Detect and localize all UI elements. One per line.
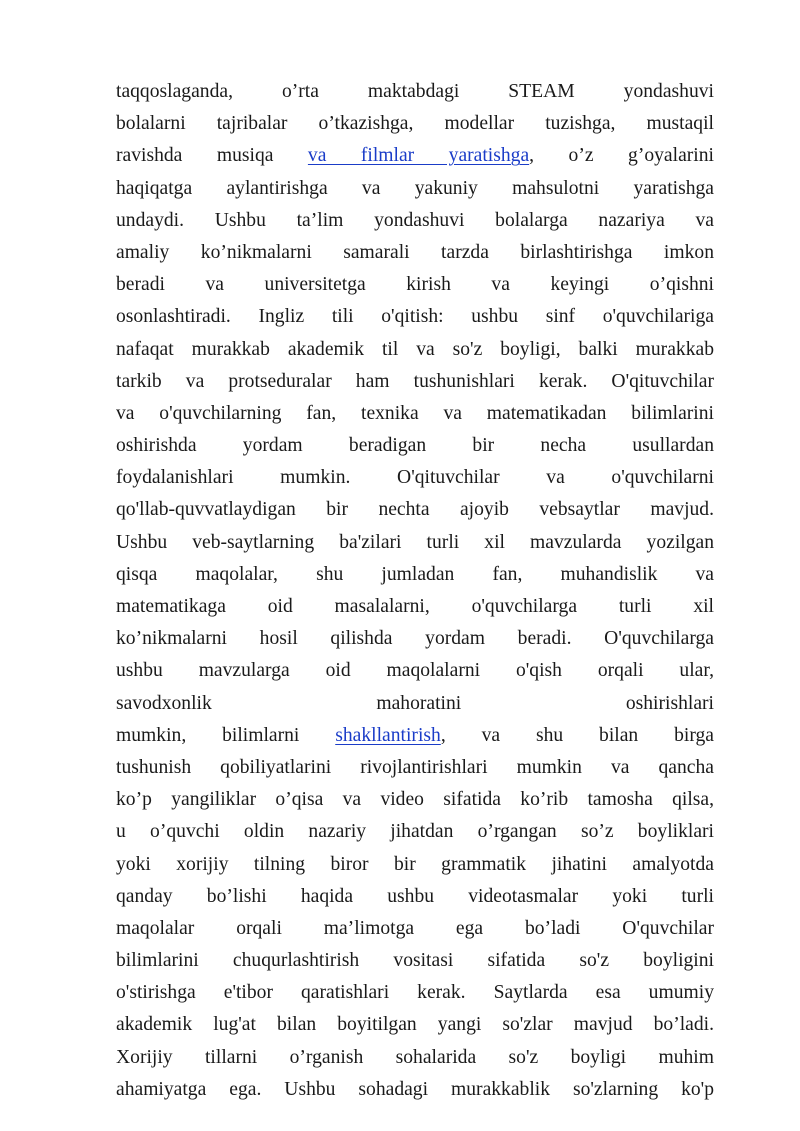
text-segment: , va shu bilan birga <box>440 724 714 746</box>
inline-link[interactable]: va filmlar yaratishga <box>307 145 530 167</box>
text-segment: bolalarni tajribalar o’tkazishga, modellar tuzishga, mustaqil <box>116 113 714 135</box>
text-segment: bilimlarini chuqurlashtirish vositasi sifatida so'z boyligini <box>116 950 714 972</box>
text-segment: u o’quvchi oldin nazariy jihatdan o’rgangan so’z boyliklari <box>116 821 714 843</box>
text-line <box>116 913 714 945</box>
text-segment: matematikaga oid masalalarni, o'quvchilarga turli xil <box>116 596 714 617</box>
text-segment: qisqa maqolalar, shu jumladan fan, muhandislik va <box>116 563 714 585</box>
text-line <box>116 1009 714 1041</box>
text-line <box>116 752 714 784</box>
text-line <box>116 1042 714 1074</box>
text-segment: osonlashtiradi. Ingliz tili o'qitish: ushbu sinf o'quvchilariga <box>116 306 714 328</box>
text-segment: amaliy ko’nikmalarni samarali tarzda birlashtirishga imkon <box>116 241 714 263</box>
text-segment: ushbu mavzularga oid maqolalarni o'qish orqali ular, <box>116 660 714 682</box>
text-line <box>116 494 714 526</box>
inline-link[interactable]: shakllantirish <box>335 724 441 746</box>
text-line <box>116 527 714 559</box>
text-line <box>116 76 714 108</box>
text-line <box>116 237 714 269</box>
text-line <box>116 1074 714 1106</box>
text-segment: tarkib va protseduralar ham tushunishlari kerak. O'qituvchilar <box>116 370 714 392</box>
text-segment: Ushbu veb-saytlarning ba'zilari turli xil mavzularda yozilgan <box>116 531 714 553</box>
text-line <box>116 591 714 623</box>
text-segment: akademik lug'at bilan boyitilgan yangi so'zlar mavjud bo’ladi. <box>116 1014 714 1036</box>
text-line <box>116 849 714 881</box>
text-segment: Xorijiy tillarni o’rganish sohalarida so'z boyligi muhim <box>116 1046 714 1068</box>
text-segment: taqqoslaganda, o’rta maktabdagi STEAM yondashuvi <box>116 81 714 102</box>
text-segment: yoki xorijiy tilning biror bir grammatik jihatini amalyotda <box>116 853 714 875</box>
text-line <box>116 398 714 430</box>
text-line <box>116 366 714 398</box>
text-line <box>116 430 714 462</box>
text-line <box>116 269 714 301</box>
text-line <box>116 881 714 913</box>
text-line <box>116 720 714 752</box>
text-line <box>116 140 714 172</box>
text-segment: foydalanishlari mumkin. O'qituvchilar va o'quvchilarni <box>116 467 714 489</box>
text-line <box>116 559 714 591</box>
text-segment: maqolalar orqali ma’limotga ega bo’ladi O'quvchilar <box>116 917 714 939</box>
text-line <box>116 462 714 494</box>
text-segment: , o’z g’oyalarini <box>529 145 714 167</box>
text-segment: beradi va universitetga kirish va keyingi o’qishni <box>116 274 714 296</box>
text-segment: oshirishda yordam beradigan bir necha usullardan <box>116 435 714 457</box>
text-line <box>116 977 714 1009</box>
text-segment: savodxonlik mahoratini oshirishlari <box>116 692 714 714</box>
text-segment: qo'llab-quvvatlaydigan bir nechta ajoyib vebsaytlar mavjud. <box>116 499 714 521</box>
text-line <box>116 623 714 655</box>
text-line <box>116 816 714 848</box>
text-line <box>116 173 714 205</box>
text-line <box>116 205 714 237</box>
text-segment: qanday bo’lishi haqida ushbu videotasmalar yoki turli <box>116 885 714 907</box>
text-segment: va o'quvchilarning fan, texnika va matematikadan bilimlarini <box>116 402 714 424</box>
text-line <box>116 334 714 366</box>
text-line <box>116 945 714 977</box>
text-segment: nafaqat murakkab akademik til va so'z boyligi, balki murakkab <box>116 338 714 360</box>
text-segment: mumkin, bilimlarni <box>116 724 336 746</box>
text-segment: tushunish qobiliyatlarini rivojlantirishlari mumkin va qancha <box>116 756 714 778</box>
text-segment: ko’nikmalarni hosil qilishda yordam beradi. O'quvchilarga <box>116 628 714 650</box>
text-line <box>116 108 714 140</box>
text-line <box>116 655 714 687</box>
text-segment: undaydi. Ushbu ta’lim yondashuvi bolalarga nazariya va <box>116 209 714 231</box>
text-segment: ko’p yangiliklar o’qisa va video sifatida ko’rib tamosha qilsa, <box>116 789 714 811</box>
text-segment: ravishda musiqa <box>116 145 308 167</box>
text-line <box>116 784 714 816</box>
text-line <box>116 688 714 720</box>
text-line <box>116 301 714 333</box>
text-segment: haqiqatga aylantirishga va yakuniy mahsulotni yaratishga <box>116 177 714 199</box>
body-text <box>116 76 714 1106</box>
text-segment: ahamiyatga ega. Ushbu sohadagi murakkablik so'zlarning ko'p <box>116 1078 714 1100</box>
text-segment: o'stirishga e'tibor qaratishlari kerak. Saytlarda esa umumiy <box>116 982 714 1004</box>
